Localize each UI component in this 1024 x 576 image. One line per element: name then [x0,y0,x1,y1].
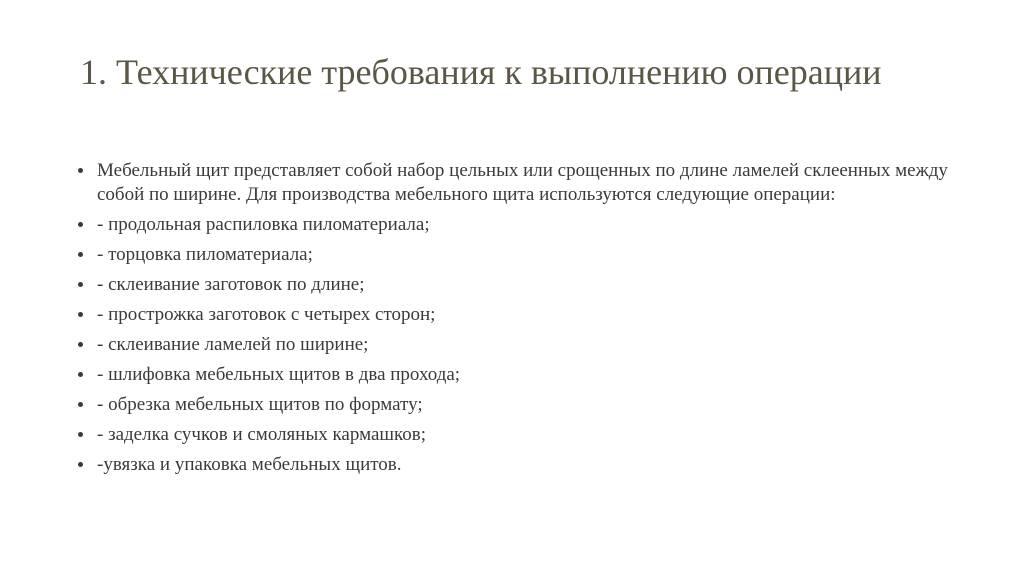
bullet-dot-icon [78,252,83,257]
bullet-item-width-gluing [75,333,955,357]
bullet-dot-icon [78,462,83,467]
bullet-item-cross-cutting [75,243,955,267]
bullet-dot-icon [78,402,83,407]
bullet-dot-icon [78,168,83,173]
bullet-item-knot-filling [75,423,955,447]
bullet-text: - прострожка заготовок с четырех сторон; [97,304,436,325]
bullet-text: - торцовка пиломатериала; [97,244,313,265]
bullet-dot-icon [78,312,83,317]
bullet-dot-icon [78,222,83,227]
bullet-dot-icon [78,432,83,437]
bullet-item-length-gluing [75,273,955,297]
bullet-text: - заделка сучков и смоляных кармашков; [97,424,427,445]
bullet-list [75,159,955,483]
bullet-item-trimming [75,393,955,417]
bullet-dot-icon [78,372,83,377]
bullet-item-packing [75,453,955,477]
bullet-text: - склеивание заготовок по длине; [97,274,365,295]
bullet-item-planing [75,303,955,327]
bullet-text: - обрезка мебельных щитов по формату; [97,394,423,415]
bullet-text: Мебельный щит представляет собой набор цельных или срощенных по длине ламелей склеенных между собой по ширине. Для производства мебельного щита используются следующие операции: [97,160,948,205]
bullet-dot-icon [78,342,83,347]
bullet-text: - шлифовка мебельных щитов в два прохода; [97,364,461,385]
bullet-item-rip-sawing [75,213,955,237]
bullet-item-intro [75,159,955,207]
slide-title: 1. Технические требования к выполнению операции [80,52,882,92]
bullet-text: - продольная распиловка пиломатериала; [97,214,430,235]
bullet-dot-icon [78,282,83,287]
bullet-text: - склеивание ламелей по ширине; [97,334,369,355]
bullet-text: -увязка и упаковка мебельных щитов. [97,454,402,475]
bullet-item-sanding [75,363,955,387]
